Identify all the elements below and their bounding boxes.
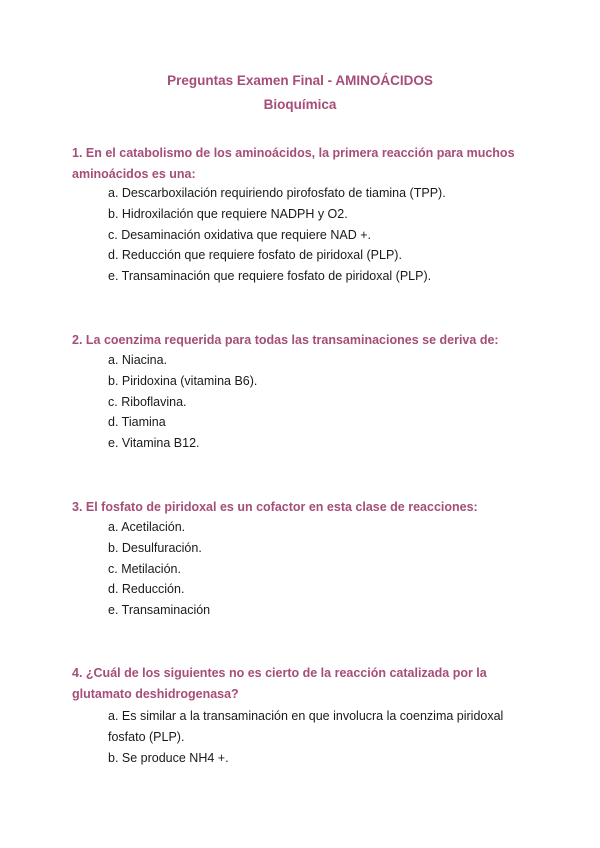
question-3-options <box>108 517 528 621</box>
question-4-option-a: a. Es similar a la transaminación en que involucra la coenzima piridoxal fosfato (PLP). <box>108 709 504 744</box>
question-4-options <box>108 706 528 768</box>
question-3-option-a: a. Acetilación. <box>108 520 186 534</box>
question-3-option-d: d. Reducción. <box>108 582 185 597</box>
question-3-option-e: e. Transaminación <box>108 603 211 618</box>
question-1-text: 1. En el catabolismo de los aminoácidos, la primera reacción para muchos aminoácidos es una: <box>72 146 515 181</box>
question-1-option-b: b. Hidroxilación que requiere NADPH y O2. <box>108 206 348 221</box>
question-4-option-b: b. Se produce NH4 +. <box>108 750 229 765</box>
question-4-text: 4. ¿Cuál de los siguientes no es cierto de la reacción catalizada por la glutamato deshidrogenasa? <box>72 666 487 701</box>
question-1-option-a: a. Descarboxilación requiriendo pirofosfato de tiamina (TPP). <box>108 186 446 200</box>
question-2-option-a: a. Niacina. <box>108 353 168 367</box>
question-2-options <box>108 350 528 454</box>
question-3-option-c: c. Metilación. <box>108 561 181 576</box>
question-2-option-c: c. Riboflavina. <box>108 394 187 409</box>
question-3-text: 3. El fosfato de piridoxal es un cofactor en esta clase de reacciones: <box>72 500 478 514</box>
question-1-option-d: d. Reducción que requiere fosfato de piridoxal (PLP). <box>108 248 402 263</box>
question-1-option-c: c. Desaminación oxidativa que requiere NAD +. <box>108 227 371 242</box>
document-subtitle: Bioquímica <box>263 97 337 112</box>
question-2-option-d: d. Tiamina <box>108 415 166 430</box>
question-2-option-b: b. Piridoxina (vitamina B6). <box>108 373 258 388</box>
document-title: Preguntas Examen Final - AMINOÁCIDOS <box>167 73 433 88</box>
question-3-option-b: b. Desulfuración. <box>108 540 202 555</box>
question-2-text: 2. La coenzima requerida para todas las transaminaciones se deriva de: <box>72 333 499 347</box>
question-2-option-e: e. Vitamina B12. <box>108 436 200 451</box>
question-1-options <box>108 183 528 287</box>
question-1-option-e: e. Transaminación que requiere fosfato de piridoxal (PLP). <box>108 269 432 284</box>
